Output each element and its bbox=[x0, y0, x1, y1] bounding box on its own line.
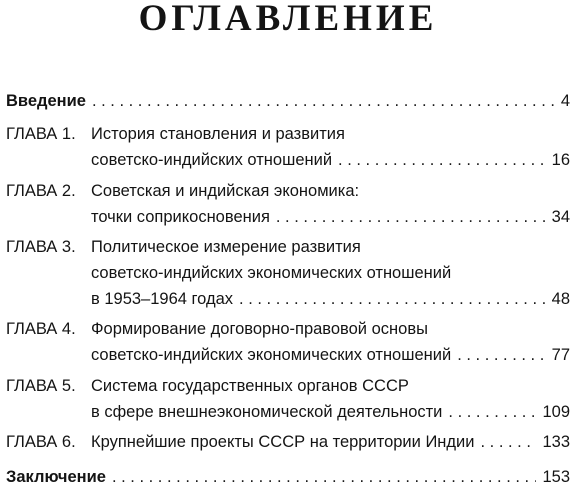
toc-entry-label: Заключение bbox=[6, 468, 106, 486]
chapter-label: ГЛАВА 4. bbox=[6, 320, 76, 338]
chapter-title-line: История становления и развития bbox=[91, 125, 345, 143]
toc-page-number: 4 bbox=[560, 92, 570, 110]
toc-entry-intro[interactable] bbox=[6, 88, 570, 114]
chapter-title-line: точки соприкосновения bbox=[91, 208, 270, 226]
toc-page-number: 109 bbox=[542, 403, 570, 421]
dot-leader bbox=[112, 464, 537, 490]
chapter-label: ГЛАВА 2. bbox=[6, 182, 76, 200]
chapter-label: ГЛАВА 3. bbox=[6, 238, 76, 256]
toc-entry-conclusion[interactable] bbox=[6, 464, 570, 490]
chapter-title-line: советско-индийских экономических отношений bbox=[91, 346, 452, 364]
chapter-title-line: советско-индийских отношений bbox=[91, 151, 333, 169]
dot-leader bbox=[276, 204, 546, 230]
chapter-title-line: в 1953–1964 годах bbox=[91, 290, 234, 308]
toc-page-number: 16 bbox=[551, 151, 570, 169]
chapter-title-line: Система государственных органов СССР bbox=[91, 377, 409, 395]
chapter-title-line: в сфере внешнеэкономической деятельности bbox=[91, 403, 443, 421]
chapter-title-line: Политическое измерение развития bbox=[91, 238, 361, 256]
toc-entry-label: Введение bbox=[6, 92, 86, 110]
chapter-label: ГЛАВА 5. bbox=[6, 377, 76, 395]
chapter-title-line: Крупнейшие проекты СССР на территории Индии bbox=[91, 433, 475, 451]
dot-leader bbox=[92, 88, 555, 114]
dot-leader bbox=[480, 429, 536, 455]
dot-leader bbox=[448, 399, 536, 425]
chapter-title-line: Советская и индийская экономика: bbox=[91, 182, 360, 200]
chapter-label: ГЛАВА 1. bbox=[6, 125, 76, 143]
toc-page-number: 133 bbox=[542, 433, 570, 451]
toc-page-number: 153 bbox=[542, 468, 570, 486]
toc-page-number: 48 bbox=[551, 290, 570, 308]
dot-leader bbox=[338, 147, 546, 173]
dot-leader bbox=[457, 342, 545, 368]
toc-page-number: 34 bbox=[551, 208, 570, 226]
page-title: ОГЛАВЛЕНИЕ bbox=[138, 0, 438, 39]
chapter-title-line: Формирование договорно-правовой основы bbox=[91, 320, 428, 338]
chapter-label: ГЛАВА 6. bbox=[6, 433, 76, 451]
dot-leader bbox=[239, 286, 546, 312]
chapter-title-line: советско-индийских экономических отношений bbox=[91, 264, 452, 282]
toc-page-number: 77 bbox=[551, 346, 570, 364]
